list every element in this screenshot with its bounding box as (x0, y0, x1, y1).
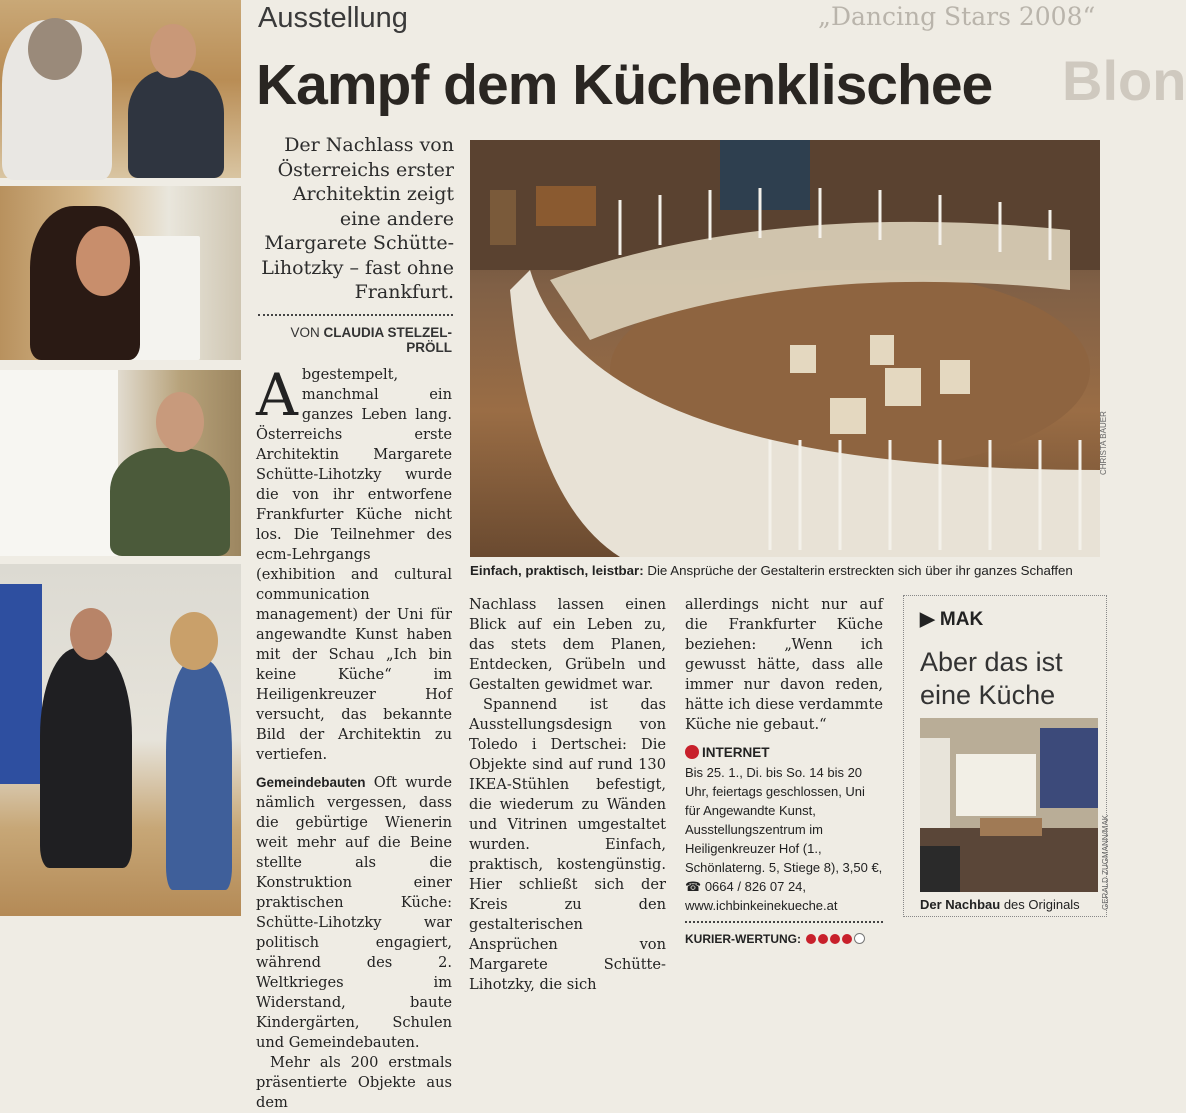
standfirst: Der Nachlass von Österreichs erster Architektin zeigt eine andere Margarete Schütte-Lihotzky – fast ohne Frankfurt. (261, 134, 454, 303)
flipchart (0, 370, 118, 556)
paragraph: Spannend ist das Ausstellungsdesign von Toledo i Dertschei: Die Objekte sind auf rund 130 IKEA-Stühlen befestigt, die wiederum zu Wänden und Vitrinen umgestaltet wurden. Einfach, praktisch, kostengünstig. Hier schließt sich der Kreis zu den gestalterischen Ansprüchen von Margarete Schütte-Lihotzky, die sich (469, 696, 666, 993)
caption-lead: Der Nachbau (920, 897, 1001, 912)
headline: Kampf dem Küchenklischee (256, 53, 993, 117)
window (956, 754, 1036, 816)
divider (258, 314, 453, 316)
person-head (170, 612, 218, 670)
paragraph: Nachlass lassen einen Blick auf ein Leben zu, das stets dem Planen, Entdecken, Grübeln und Gestalten gewidmet war. (469, 596, 666, 693)
person-head (70, 608, 112, 660)
article-column-2 (469, 595, 666, 995)
photo-discussion-two-women (0, 0, 241, 178)
mak-label-text: MAK (939, 609, 984, 630)
pinboard (0, 584, 42, 784)
internet-icon (685, 745, 699, 759)
caption-text: des Originals (1000, 897, 1080, 912)
display-box (940, 360, 970, 394)
stove (920, 846, 960, 892)
divider (685, 921, 883, 923)
person-figure (40, 648, 132, 868)
display-box (790, 345, 816, 373)
person-figure (166, 660, 232, 890)
exhibition-photo-drawing (470, 140, 1100, 557)
blue-cabinets (1040, 728, 1098, 808)
article-column-1 (256, 361, 453, 1113)
adjacent-page-bleed: „Dancing Stars 2008“ (818, 2, 1096, 31)
info-heading (685, 743, 883, 763)
person-head (150, 24, 196, 78)
article-column-3 (685, 595, 883, 949)
rating-label: KURIER-WERTUNG: (685, 932, 801, 946)
display-box (830, 398, 866, 434)
subheading: Gemeindebauten (256, 775, 366, 790)
drop-cap: A (256, 361, 298, 429)
section-label: Ausstellung (258, 2, 408, 34)
photo-caption (470, 563, 1073, 578)
mak-label (920, 608, 983, 631)
website-url: www.ichbinkeinekueche.at (685, 898, 838, 913)
photo-woman-talking (0, 186, 241, 360)
photo-credit: CHRISTA BAUER (1099, 411, 1108, 475)
exhibition-photo (470, 140, 1100, 557)
person-figure (110, 448, 230, 556)
person-head (28, 18, 82, 80)
rating-dot-filled (842, 934, 852, 944)
byline-author: CLAUDIA STELZEL-PRÖLL (323, 325, 452, 355)
byline (270, 325, 452, 355)
info-box (685, 763, 883, 915)
paragraph: Oft wurde nämlich vergessen, dass die gebürtige Wienerin weit mehr auf die Beine stellte als die Konstruktion einer praktischen Küche: Schütte-Lihotzky war politisch engagiert, während des 2. Weltkrieges im Widerstand, baute Kindergärten, Schulen und Gemeindebauten. (256, 774, 453, 1051)
wall-picture (536, 186, 596, 226)
triangle-icon: ▶ (920, 609, 935, 630)
worktop (980, 818, 1042, 836)
caption-lead: Einfach, praktisch, leistbar: (470, 563, 644, 578)
paragraph: bgestempelt, manchmal ein ganzes Leben lang. Österreichs erste Architektin Margarete Schütte-Lihotzky wurde die von ihr entworfene Frankfurter Küche nicht los. Die Teilnehmer des ecm-Lehrgangs (exhibition and cultural communication management) der Uni für angewandte Kunst haben mit der Schau „Ich bin keine Küche“ im Heiligenkreuzer Hof versucht, das bekannte Bild der Architektin zu vertiefen. (256, 366, 452, 763)
mak-title: Aber das ist eine Küche (920, 647, 1063, 710)
info-text: Bis 25. 1., Di. bis So. 14 bis 20 Uhr, feiertags geschlossen, Uni für Angewandte Kunst, Ausstellungszentrum im Heiligenkreuzer Hof (1., Schönlaterng. 5, Stiege 8), 3,50 €, (685, 765, 883, 875)
byline-prefix: VON (290, 325, 320, 340)
rating-dot-filled (806, 934, 816, 944)
info-heading-text: INTERNET (702, 745, 770, 760)
doorway (720, 140, 810, 210)
kitchen-replica-photo (920, 718, 1098, 892)
display-box (885, 368, 921, 406)
phone-number: 0664 / 826 07 24, (704, 879, 807, 894)
kurier-rating (685, 929, 883, 949)
display-box (870, 335, 894, 365)
person-head (76, 226, 130, 296)
rating-dot-empty (854, 933, 865, 944)
photo-two-people-standing (0, 564, 241, 916)
person-head (156, 392, 204, 452)
phone-icon: ☎ (685, 879, 702, 894)
wall-picture (490, 190, 516, 245)
rating-dot-filled (818, 934, 828, 944)
flipchart (130, 236, 200, 360)
photo-credit: GERALD ZUGMANN/MAK (1101, 814, 1110, 910)
rating-dot-filled (830, 934, 840, 944)
kitchen-photo-drawing (920, 718, 1098, 892)
caption-text: Die Ansprüche der Gestalterin erstreckten sich über ihr ganzes Schaffen (643, 563, 1073, 578)
mak-caption (920, 897, 1080, 912)
adjacent-page-bleed: Blon (1062, 49, 1186, 112)
photo-man-at-flipchart (0, 370, 241, 556)
paragraph: allerdings nicht nur auf die Frankfurter Küche beziehen: „Wenn ich gewusst hätte, dass alle immer nur davon reden, hätte ich diese verdammte Küche nie gebaut.“ (685, 596, 883, 733)
person-figure (128, 70, 224, 178)
paragraph: Mehr als 200 erstmals präsentierte Objekte aus dem (256, 1054, 452, 1111)
